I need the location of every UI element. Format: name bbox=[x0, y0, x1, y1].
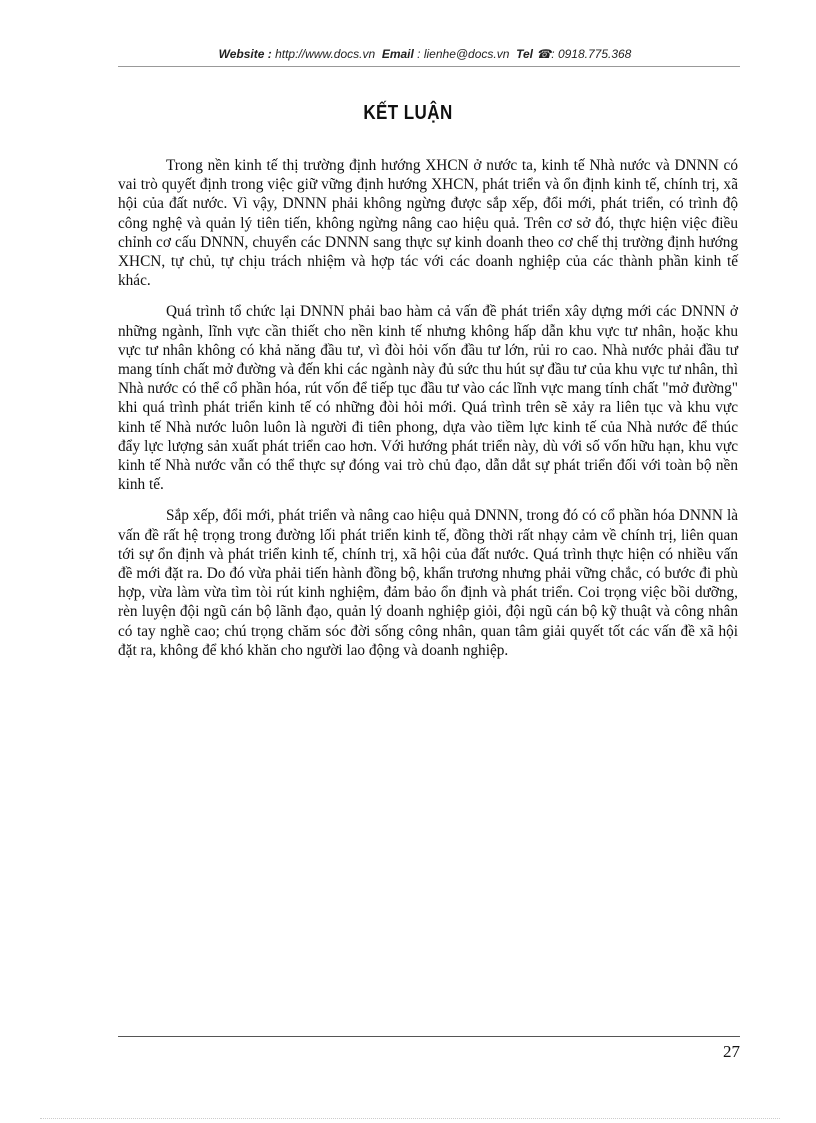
page-number: 27 bbox=[723, 1042, 740, 1061]
website-label: Website : bbox=[218, 47, 272, 61]
phone-icon: ☎ bbox=[536, 47, 552, 61]
document-body bbox=[118, 156, 738, 672]
header-divider bbox=[118, 66, 740, 67]
website-value[interactable]: http://www.docs.vn bbox=[275, 47, 376, 61]
paragraph-1: Trong nền kinh tế thị trường định hướng XHCN ở nước ta, kinh tế Nhà nước và DNNN có vai trò quyết định trong việc giữ vững định hướng XHCN, phát triển và ổn định kinh tế, chính trị, xã hội của đất nước. Vì vậy, DNNN phải không ngừng được sắp xếp, đổi mới, phát triển, có trình độ công nghệ và quản lý tiên tiến, không ngừng nâng cao hiệu quả. Trên cơ sở đó, thực hiện việc điều chỉnh cơ cấu DNNN, chuyển các DNNN sang thực sự kinh doanh theo cơ chế thị trường định hướng XHCN, tự chủ, tự chịu trách nhiệm và hợp tác với các doanh nghiệp của các thành phần kinh tế khác. bbox=[118, 157, 738, 290]
paragraph-3: Sắp xếp, đổi mới, phát triển và nâng cao hiệu quả DNNN, trong đó có cổ phần hóa DNNN là vấn đề rất hệ trọng trong đường lối phát triển kinh tế, đồng thời rất nhạy cảm về chính trị, liên quan tới sự ổn định và phát triển kinh tế, chính trị, xã hội của đất nước. Quá trình thực hiện có nhiều vấn đề mới đặt ra. Do đó vừa phải tiến hành đồng bộ, khẩn trương nhưng phải vững chắc, có bước đi phù hợp, vừa làm vừa tìm tòi rút kinh nghiệm, đảm bảo ổn định và phát triển. Coi trọng việc bồi dưỡng, rèn luyện đội ngũ cán bộ lãnh đạo, quản lý doanh nghiệp giỏi, đội ngũ cán bộ kỹ thuật và công nhân có tay nghề cao; chú trọng chăm sóc đời sống công nhân, quan tâm giải quyết tốt các vấn đề xã hội đặt ra, không để khó khăn cho người lao động và doanh nghiệp. bbox=[118, 507, 738, 659]
tel-label: Tel bbox=[516, 47, 533, 61]
email-label: Email bbox=[381, 47, 414, 61]
footer-divider bbox=[118, 1036, 740, 1037]
page-header bbox=[180, 47, 670, 61]
email-value[interactable]: : lienhe@docs.vn bbox=[417, 47, 510, 61]
page-edge-divider bbox=[40, 1118, 780, 1119]
page-title: KẾT LUẬN bbox=[363, 102, 453, 124]
paragraph-2: Quá trình tổ chức lại DNNN phải bao hàm cả vấn đề phát triển xây dựng mới các DNNN ở những ngành, lĩnh vực cần thiết cho nền kinh tế nhưng không hấp dẫn khu vực tư nhân, hoặc khu vực tư nhân không có khả năng đầu tư, vì đòi hỏi vốn đầu tư lớn, rủi ro cao. Nhà nước phải đầu tư mang tính chất mở đường và đến khi các ngành này đủ sức thu hút sự đầu tư của khu vực tư nhân, thì Nhà nước có thể cổ phần hóa, rút vốn để tiếp tục đầu tư vào các lĩnh vực mang tính chất "mở đường" khi quá trình phát triển kinh tế có những đòi hỏi mới. Quá trình trên sẽ xảy ra liên tục và khu vực kinh tế Nhà nước luôn luôn là người đi tiên phong, dựa vào tiềm lực kinh tế của Nhà nước để thúc đẩy lực lượng sản xuất phát triển cao hơn. Với hướng phát triển này, dù với số vốn hữu hạn, khu vực kinh tế Nhà nước vẫn có thể thực sự đóng vai trò chủ đạo, dẫn dắt sự phát triển đối với toàn bộ nền kinh tế. bbox=[118, 303, 738, 494]
tel-value: : 0918.775.368 bbox=[551, 47, 632, 61]
